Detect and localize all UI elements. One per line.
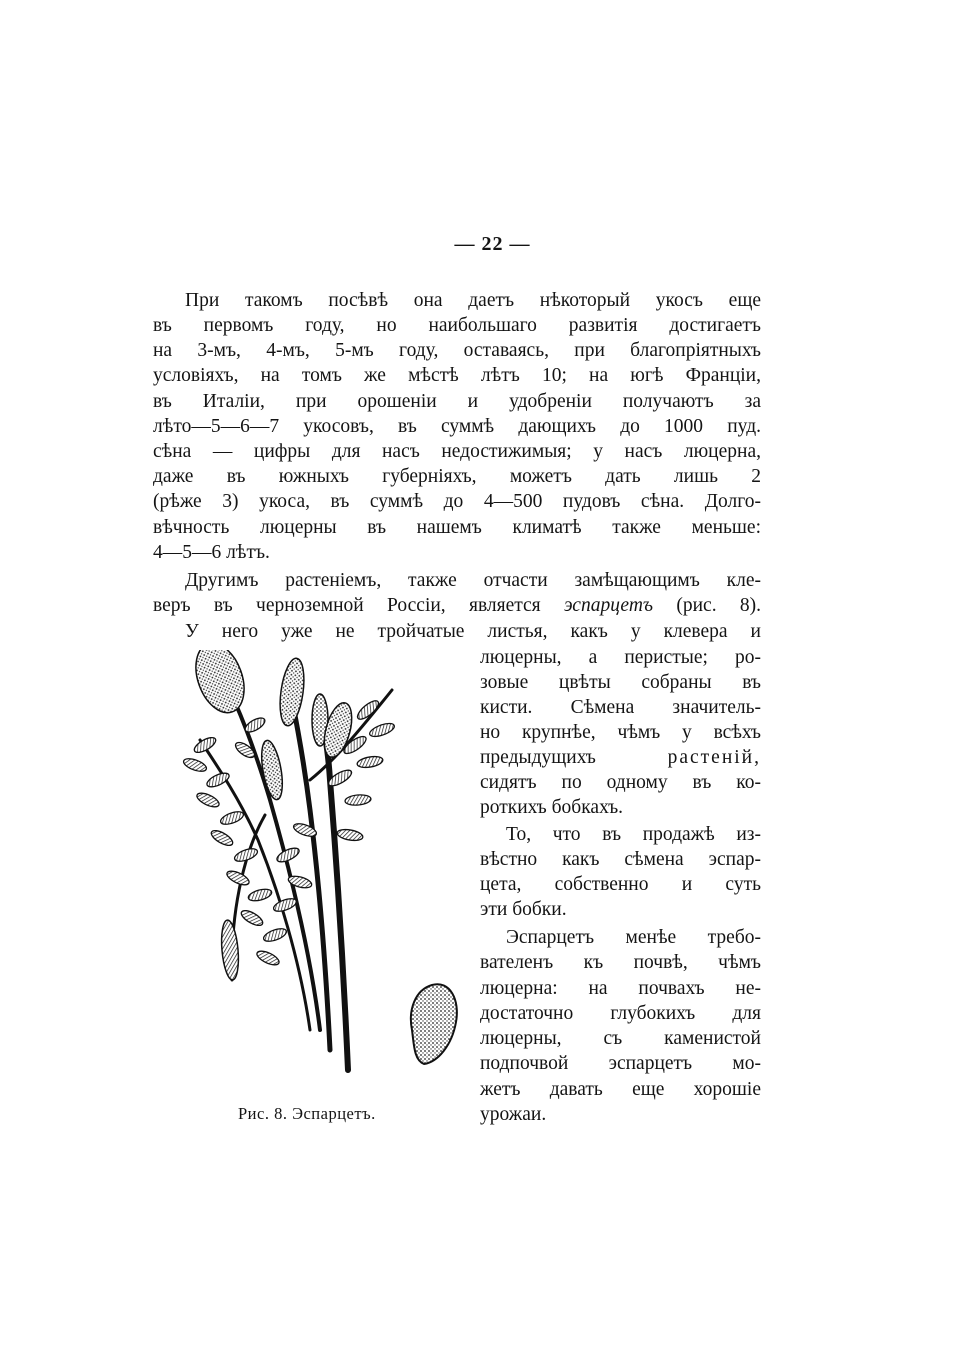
text-line: на 3-мъ, 4-мъ, 5-мъ году, оставаясь, при благопріятныхъ bbox=[153, 340, 761, 361]
text-line: вѣстно какъ сѣмена эспар- bbox=[480, 849, 761, 870]
text-line: въ Италіи, при орошеніи и удобреніи получаютъ за bbox=[153, 391, 761, 412]
text-line: вѣчность люцерны въ нашемъ климатѣ также меньше: bbox=[153, 517, 761, 538]
text-line: сѣна — цифры для насъ недостижимыя; у насъ люцерна, bbox=[153, 441, 761, 462]
text-line: лѣто—5—6—7 укосовъ, въ суммѣ дающихъ до 1000 пуд. bbox=[153, 416, 761, 437]
text-line: условіяхъ, на томъ же мѣстѣ лѣтъ 10; на югѣ Франціи, bbox=[153, 365, 761, 386]
seed-pod bbox=[411, 984, 457, 1064]
text-line bbox=[480, 745, 761, 770]
text-line: При такомъ посѣвѣ она даетъ нѣкоторый укосъ еще bbox=[185, 290, 761, 311]
text-line: У него уже не тройчатые листья, какъ у клевера и bbox=[185, 621, 761, 642]
text-line: То, что въ продажѣ из- bbox=[506, 824, 761, 845]
text-line: люцерна: на почвахъ не- bbox=[480, 978, 761, 999]
text-line: сидятъ по одному въ ко- bbox=[480, 772, 761, 793]
text-line: достаточно глубокихъ для bbox=[480, 1003, 761, 1024]
sainfoin-plant-illustration bbox=[160, 650, 470, 1090]
plant-stems bbox=[200, 670, 392, 1070]
term-esparcet: эспарцетъ bbox=[563, 595, 654, 616]
text-line: подпочвой эспарцетъ мо- bbox=[480, 1053, 761, 1074]
text-line: эти бобки. bbox=[480, 899, 567, 920]
text-line: урожаи. bbox=[480, 1104, 547, 1125]
text-line: роткихъ бобкахъ. bbox=[480, 797, 624, 818]
spaced-word: растеній, bbox=[667, 747, 761, 768]
text-line: даже въ южныхъ губерніяхъ, можетъ дать лишь 2 bbox=[153, 466, 761, 487]
figure-reference: (рис. 8). bbox=[676, 595, 761, 616]
text-line: цета, собственно и суть bbox=[480, 874, 761, 895]
text-line: но крупнѣе, чѣмъ у всѣхъ bbox=[480, 722, 761, 743]
text-line: (рѣже 3) укоса, въ суммѣ до 4—500 пудовъ сѣна. Долго- bbox=[153, 491, 761, 512]
text-line: зовые цвѣты собраны въ bbox=[480, 672, 761, 693]
text-line: кисти. Сѣмена значитель- bbox=[480, 697, 761, 718]
text-line: люцерны, съ каменистой bbox=[480, 1028, 761, 1049]
page-number: — 22 — bbox=[454, 233, 531, 255]
figure-sainfoin bbox=[160, 650, 470, 1090]
text-line: въ первомъ году, но наибольшаго развитія достигаетъ bbox=[153, 315, 761, 336]
text-line: 4—5—6 лѣтъ. bbox=[153, 542, 270, 563]
text-line: вателенъ къ почвѣ, чѣмъ bbox=[480, 952, 761, 973]
text-line: жетъ давать еще хорошіе bbox=[480, 1079, 761, 1100]
text-span: веръ въ черноземной Россіи, является bbox=[153, 595, 541, 616]
text-line: Эспарцетъ менѣе требо- bbox=[506, 927, 761, 948]
figure-caption: Рис. 8. Эспарцетъ. bbox=[238, 1104, 376, 1123]
text-line bbox=[153, 593, 761, 618]
text-span: предыдущихъ bbox=[480, 747, 596, 768]
text-line: люцерны, а перистые; ро- bbox=[480, 647, 761, 668]
text-line: Другимъ растеніемъ, также отчасти замѣщающимъ кле- bbox=[185, 570, 761, 591]
